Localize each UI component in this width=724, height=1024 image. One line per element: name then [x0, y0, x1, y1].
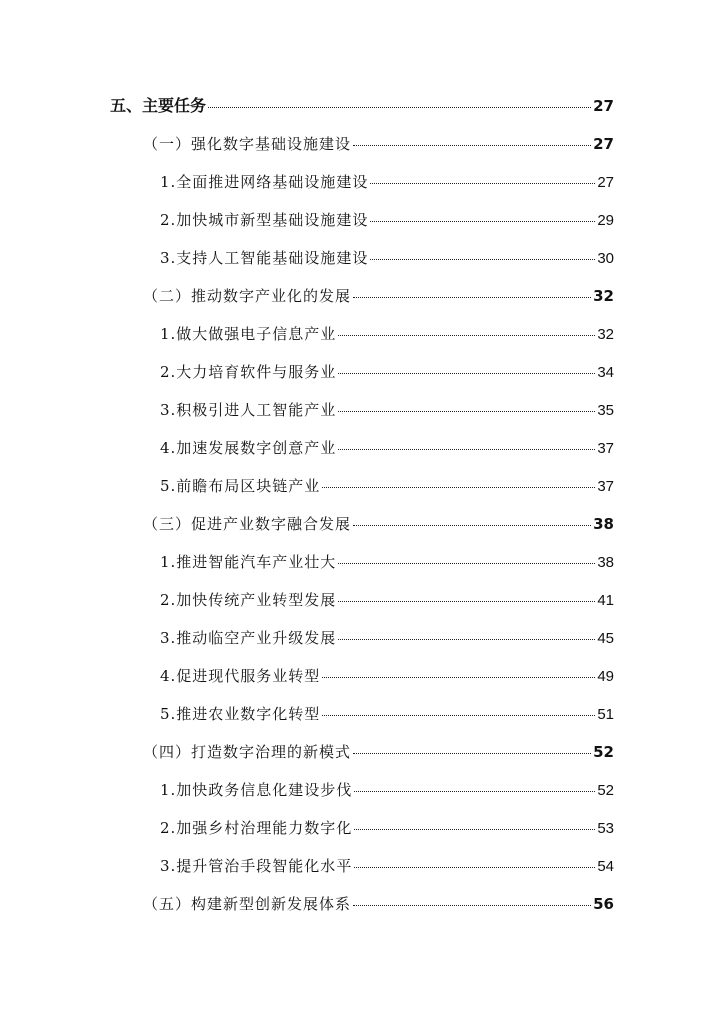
dot-leader	[370, 258, 595, 260]
toc-entry[interactable]	[160, 856, 614, 877]
toc-entry-title: （一）强化数字基础设施建设	[143, 135, 352, 153]
toc-entry[interactable]	[160, 818, 614, 839]
toc-entry-page: 54	[597, 858, 614, 875]
toc-entry-title: 1.全面推进网络基础设施建设	[160, 173, 369, 191]
toc-entry-title: 五、主要任务	[110, 96, 207, 115]
toc-entry-title: （三）促进产业数字融合发展	[143, 515, 352, 533]
toc-entry-page: 35	[597, 402, 614, 419]
toc-entry-title: 2.加强乡村治理能力数字化	[160, 819, 353, 837]
dot-leader	[338, 448, 595, 450]
toc-entry-title: 1.做大做强电子信息产业	[160, 325, 337, 343]
toc-entry-page: 53	[597, 820, 614, 837]
toc-entry[interactable]	[160, 704, 614, 725]
toc-entry[interactable]	[160, 628, 614, 649]
toc-entry-page: 52	[593, 743, 614, 761]
toc-entry[interactable]	[160, 590, 614, 611]
toc-entry[interactable]	[160, 476, 614, 497]
toc-entry[interactable]	[160, 248, 614, 269]
toc-entry[interactable]	[143, 514, 614, 534]
dot-leader	[208, 106, 591, 108]
toc-entry-title: 5.推进农业数字化转型	[160, 705, 321, 723]
toc-entry-page: 49	[597, 668, 614, 685]
toc-entry-title: 4.促进现代服务业转型	[160, 667, 321, 685]
toc-entry-page: 30	[597, 250, 614, 267]
toc-entry[interactable]	[143, 742, 614, 762]
toc-entry-page: 38	[597, 554, 614, 571]
toc-entry-page: 52	[597, 782, 614, 799]
toc-entry-title: （二）推动数字产业化的发展	[143, 287, 352, 305]
toc-entry-title: （四）打造数字治理的新模式	[143, 743, 352, 761]
toc-entry-title: 3.推动临空产业升级发展	[160, 629, 337, 647]
toc-entry[interactable]	[160, 400, 614, 421]
dot-leader	[354, 866, 595, 868]
toc-entry-title: 3.支持人工智能基础设施建设	[160, 249, 369, 267]
toc-entry-page: 27	[593, 135, 614, 153]
dot-leader	[354, 828, 595, 830]
toc-entry-title: 2.加快传统产业转型发展	[160, 591, 337, 609]
dot-leader	[354, 790, 595, 792]
toc-entry-page: 27	[597, 174, 614, 191]
dot-leader	[322, 714, 595, 716]
toc-entry[interactable]	[160, 324, 614, 345]
toc-entry[interactable]	[160, 210, 614, 231]
toc-entry[interactable]	[160, 552, 614, 573]
toc-entry-page: 51	[597, 706, 614, 723]
dot-leader	[338, 334, 595, 336]
toc-entry-page: 56	[593, 895, 614, 913]
toc-entry-title: 1.推进智能汽车产业壮大	[160, 553, 337, 571]
dot-leader	[353, 524, 591, 526]
toc-entry-title: 2.大力培育软件与服务业	[160, 363, 337, 381]
toc-entry-title: 3.提升管治手段智能化水平	[160, 857, 353, 875]
toc-entry-title: 3.积极引进人工智能产业	[160, 401, 337, 419]
toc-entry-page: 45	[597, 630, 614, 647]
toc-entry-title: 2.加快城市新型基础设施建设	[160, 211, 369, 229]
dot-leader	[338, 372, 595, 374]
toc-entry-page: 37	[597, 440, 614, 457]
dot-leader	[322, 486, 595, 488]
toc-entry-page: 38	[593, 515, 614, 533]
toc-entry-title: 5.前瞻布局区块链产业	[160, 477, 321, 495]
dot-leader	[353, 752, 591, 754]
toc-entry[interactable]	[160, 780, 614, 801]
dot-leader	[353, 296, 591, 298]
toc-entry[interactable]	[160, 666, 614, 687]
dot-leader	[370, 182, 595, 184]
toc-entry[interactable]	[143, 134, 614, 154]
toc-entry-title: 4.加速发展数字创意产业	[160, 439, 337, 457]
toc-entry-page: 37	[597, 478, 614, 495]
toc-entry-page: 41	[597, 592, 614, 609]
toc-entry[interactable]	[143, 286, 614, 306]
dot-leader	[338, 562, 595, 564]
toc-entry[interactable]	[160, 362, 614, 383]
toc-entry[interactable]	[160, 438, 614, 459]
toc-entry-title: （五）构建新型创新发展体系	[143, 895, 352, 913]
dot-leader	[322, 676, 595, 678]
dot-leader	[338, 600, 595, 602]
toc-entry[interactable]	[143, 894, 614, 914]
dot-leader	[353, 144, 591, 146]
toc-entry-page: 29	[597, 212, 614, 229]
dot-leader	[338, 638, 595, 640]
toc-entry-title: 1.加快政务信息化建设步伐	[160, 781, 353, 799]
dot-leader	[370, 220, 595, 222]
dot-leader	[353, 904, 591, 906]
toc-entry-page: 34	[597, 364, 614, 381]
toc-entry-page: 32	[597, 326, 614, 343]
dot-leader	[338, 410, 595, 412]
toc-entry[interactable]	[160, 172, 614, 193]
toc-entry-page: 32	[593, 287, 614, 305]
toc-entry-page: 27	[593, 97, 614, 115]
toc-entry[interactable]	[110, 96, 614, 116]
